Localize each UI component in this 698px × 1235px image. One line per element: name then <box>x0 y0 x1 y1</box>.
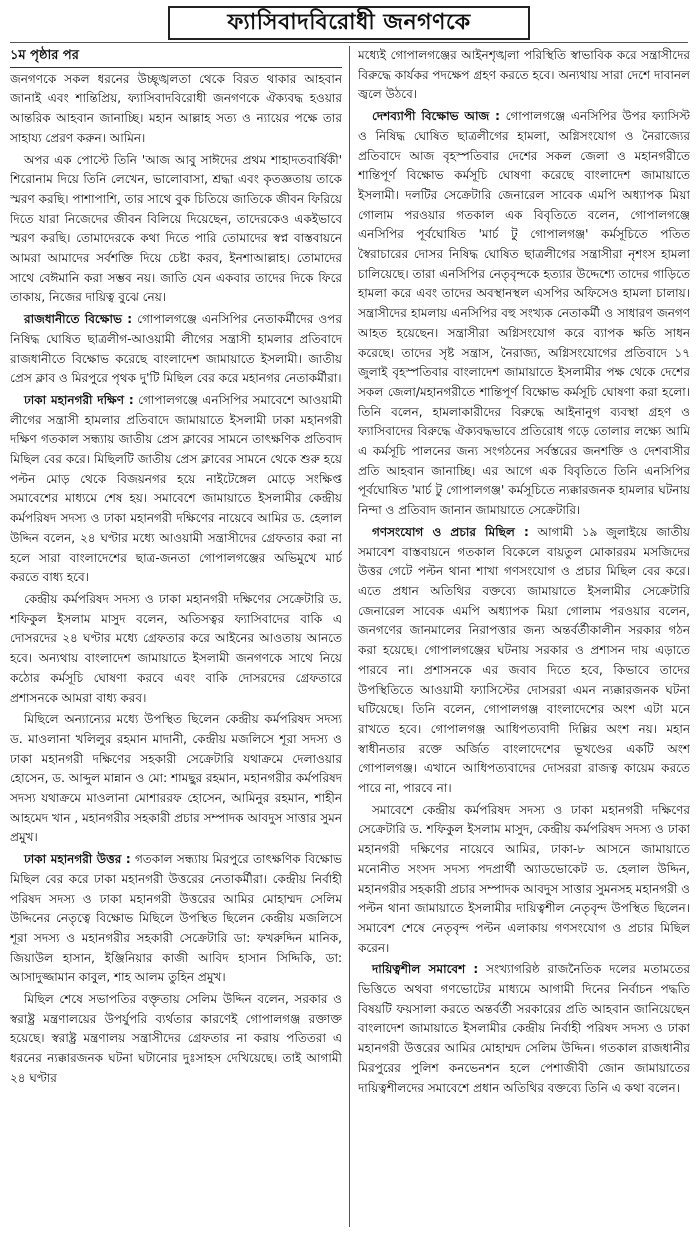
column-divider <box>349 46 350 1227</box>
paragraph: সমাবেশে কেন্দ্রীয় কর্মপরিষদ সদস্য ও ঢাকা মহানগরী দক্ষিণের সেক্রেটারি ড. শফিকুল ইসলাম মাসুদ, কেন্দ্রীয় কর্মপরিষদ সদস্য ও ঢাকা মহানগরী দক্ষিণের নায়েবে আমির, ঢাকা-৮ আসনে জামায়াতে মনোনীত সংসদ সদস্য পদপ্রার্থী অ্যাডভোকেট ড. হেলাল উদ্দিন, মহানগরীর সহকারী প্রচার সম্পাদক আবদুস সাত্তার সুমনসহ মহানগরী ও পল্টন থানা জামায়াতে ইসলামীর দায়িত্বশীল নেতৃবৃন্দ উপস্থিত ছিলেন। সমাবেশ শেষে নেতৃবৃন্দ পল্টন এলাকায় গণসংযোগ ও প্রচার মিছিল করেন। <box>358 802 690 955</box>
headline: ফ্যাসিবাদবিরোধী জনগণকে <box>168 6 530 40</box>
section-body: গোপালগঞ্জে এনসিপির সমাবেশে আওয়ামী লীগের সন্ত্রাসী হামলার প্রতিবাদে জামায়াতে ইসলামী ঢাকা মহানগরী দক্ষিণ গতকাল সন্ধ্যায় জাতীয় প্রেস ক্লাবের সামনে তাৎক্ষণিক প্রতিবাদ মিছিল বের করে। মিছিলটি জাতীয় প্রেস ক্লাবের সামনে থেকে শুরু হয়ে পল্টন মোড় থেকে বিজয়নগর হয়ে নাইটেঙ্গেল মোড়ে সংক্ষিপ্ত সমাবেশের মাধ্যমে শেষ হয়। সমাবেশে জামায়াতে ইসলামীর কেন্দ্রীয় কর্মপরিষদ সদস্য ও ঢাকা মহানগরী দক্ষিণের নায়েবে আমির ড. হেলাল উদ্দিন বলেন, ২৪ ঘণ্টার মধ্যে আওয়ামী সন্ত্রাসীদের গ্রেফতার করা না হলে সারা বাংলাদেশের ছাত্র-জনতা গোপালগঞ্জের অভিমুখে মার্চ করতে বাধ্য হবে। <box>10 392 342 585</box>
article-column-right <box>358 46 690 1231</box>
section-paragraph <box>10 310 342 389</box>
section-heading: দায়িত্বশীল সমাবেশ : <box>372 962 479 977</box>
continuation-label <box>10 46 342 68</box>
section-paragraph <box>358 960 690 1098</box>
section-body: সংখ্যাগরিষ্ঠ রাজনৈতিক দলের মতামতের ভিত্তিতে অথবা গণভোটের মাধ্যমে আগামী দিনের নির্বাচন পদ্ধতি বিষয়টি ফয়সালা করতে অন্তর্বর্তী সরকারের প্রতি আহবান জানিয়েছেন বাংলাদেশ জামায়াতে ইসলামীর কেন্দ্রীয় নির্বাহী পরিষদ সদস্য ও ঢাকা মহানগরী উত্তরের আমির মোহাম্মদ সেলিম উদ্দিন। গতকাল রাজধানীর মিরপুরের পুলিশ কনভেনশন হলে পেশাজীবী জোন জামায়াতের দায়িত্বশীলদের সমাবেশে প্রধান অতিথির বক্তব্যে তিনি এ কথা বলেন। <box>358 962 690 1095</box>
section-body: গোপালগঞ্জে এনসিপির উপর ফ্যাসিস্ট ও নিষিদ্ধ ঘোষিত ছাত্রলীগের হামলা, অগ্নিসংযোগ ও নৈরাজ্যের প্রতিবাদে আজ বৃহস্পতিবার দেশের সকল জেলা ও মহানগরীতে শান্তিপূর্ণ বিক্ষোভ কর্মসূচি ঘোষণা করেছে বাংলাদেশ জামায়াতে ইসলামী। দলটির সেক্রেটারি জেনারেল সাবেক এমপি অধ্যাপক মিয়া গোলাম পরওয়ার গতকাল এক বিবৃতিতে বলেন, গোপালগঞ্জে এনসিপির পূর্বঘোষিত 'মার্চ টু গোপালগঞ্জ' কর্মসূচিতে পতিত স্বৈরাচারের দোসর নিষিদ্ধ ঘোষিত ছাত্রলীগের সন্ত্রাসীরা নৃশংস হামলা চালিয়েছে। তারা এনসিপির নেতৃবৃন্দকে হত্যার উদ্দেশ্যে তাদের গাড়িতে হামলা করে এবং তাদের অবস্থানস্থল এসপির অফিসেও হামলা চালায়। সন্ত্রাসীদের হামলায় এনসিপির বহু সংখ্যক নেতাকর্মী ও সাধারণ জনগণ আহত হয়েছেন। সন্ত্রাসীরা অগ্নিসংযোগ করে ব্যাপক ক্ষতি সাধন করেছে। তাদের সৃষ্ট সন্ত্রাস, নৈরাজ্য, অগ্নিসংযোগের প্রতিবাদে ১৭ জুলাই বৃহস্পতিবার বাংলাদেশ জামায়াতে ইসলামীর পক্ষ থেকে দেশের সকল জেলা/মহানগরীতে শান্তিপূর্ণ বিক্ষোভ কর্মসূচি ঘোষণা করা হলো। তিনি বলেন, হামলাকারীদের বিরুদ্ধে আইনানুগ ব্যবস্থা গ্রহণ ও ফ্যাসিবাদের বিরুদ্ধে ঐক্যবদ্ধভাবে প্রতিরোধ গড়ে তোলার লক্ষ্যে আমি এ কর্মসূচি পালনের জন্য সংগঠনের সর্বস্তরের জনশক্তি ও দেশবাসীর প্রতি আহবান জানাচ্ছি। এর আগে এক বিবৃতিতে তিনি এনসিপির পূর্বঘোষিত 'মার্চ টু গোপালগঞ্জ' কর্মসূচিতে ন্যক্কারজনক হামলার ঘটনায় নিন্দা ও প্রতিবাদ জানান জামায়াতে সেক্রেটারি। <box>358 109 690 518</box>
article-column-left <box>10 46 342 1231</box>
section-heading: ঢাকা মহানগরী দক্ষিণ : <box>24 392 134 407</box>
paragraph: অপর এক পোস্টে তিনি 'আজ আবু সাঈদের প্রথম শাহাদতবার্ষিকী' শিরোনাম দিয়ে তিনি লেখেন, ভালোবাসা, শ্রদ্ধা এবং কৃতজ্ঞতায় তাকে স্মরণ করছি। পাশাপাশি, তার সাথে বুক চিতিয়ে জাতিকে জীবন ফিরিয়ে দিতে যারা নিজেদের জীবন বিলিয়ে দিয়েছেন, তাদেরকেও একইভাবে স্মরণ করছি। তোমাদেরকে কথা দিতে পারি তোমাদের স্বপ্ন বাস্তবায়নে আমরা আমাদের সর্বশক্তি দিয়ে চেষ্টা করব, ইনশাআল্লাহ। তোমাদের সাথে বেঈমানি করা সম্ভব নয়। জাতি যেন একবার তাদের দিকে ফিরে তাকায়, নিজের দায়িত্ব বুঝে নেয়। <box>10 152 342 305</box>
section-paragraph <box>358 523 690 799</box>
section-paragraph <box>358 107 690 521</box>
section-heading: গণসংযোগ ও প্রচার মিছিল : <box>372 524 529 539</box>
section-heading: ঢাকা মহানগরী উত্তর : <box>24 852 131 867</box>
section-paragraph <box>10 391 342 588</box>
section-heading: রাজধানীতে বিক্ষোভ : <box>24 312 133 327</box>
paragraph: মিছিল শেষে সভাপতির বক্তৃতায় সেলিম উদ্দিন বলেন, সরকার ও স্বরাষ্ট্র মন্ত্রণালয়ের উপর্যুপরি ব্যর্থতার কারণেই গোপালগঞ্জ রক্তাক্ত হয়েছে। স্বরাষ্ট্র মন্ত্রণালয় সন্ত্রাসীদের গ্রেফতার না করায় পতিতরা এ ধরনের ন্যক্কারজনক ঘটনা ঘটানোর দুঃসাহস দেখিয়েছে। তাই আগামী ২৪ ঘণ্টার <box>10 992 342 1085</box>
paragraph: মিছিলে অন্যান্যের মধ্যে উপস্থিত ছিলেন কেন্দ্রীয় কর্মপরিষদ সদস্য ড. মাওলানা খলিলুর রহমান মাদানী, কেন্দ্রীয় মজলিসে শূরা সদস্য ও ঢাকা মহানগরী দক্ষিণের সহকারী সেক্রেটারি যথাক্রমে দেলাওয়ার হোসেন, ড. আব্দুল মান্নান ও মো: শামছুর রহমান, মহানগরীর কর্মপরিষদ সদস্য যথাক্রমে মাওলানা মোশাররফ হোসেন, আমিনুর রহমান, শাহীন আহমেদ খান , মহানগরীর সহকারী প্রচার সম্পাদক আবদুস সাত্তার সুমন প্রমুখ। <box>10 712 342 845</box>
section-body: গতকাল সন্ধ্যায় মিরপুরে তাৎক্ষণিক বিক্ষোভ মিছিল বের করে ঢাকা মহানগরী উত্তরের নেতাকর্মীরা। কেন্দ্রীয় নির্বাহী পরিষদ সদস্য ও ঢাকা মহানগরী উত্তরের আমির মোহাম্মদ সেলিম উদ্দিনের নেতৃত্বে বিক্ষোভ মিছিলে উপস্থিত ছিলেন কেন্দ্রীয় মজলিসে শূরা সদস্য ও মহানগরীর সহকারী সেক্রেটারি ডা: ফখরুদ্দিন মানিক, জিয়াউল হাসান, ইঞ্জিনিয়ার কাজী আবিদ হাসান সিদ্দিকি, ডা: আসাদুজ্জামান কাবুল, শাহ আলম তুহিন প্রমুখ। <box>10 852 342 985</box>
paragraph: মধ্যেই গোপালগঞ্জের আইনশৃঙ্খলা পরিস্থিতি স্বাভাবিক করে সন্ত্রাসীদের বিরুদ্ধে কার্যকর পদক্ষেপ গ্রহণ করতে হবে। অন্যথায় সারা দেশে দাবানল জ্বলে উঠবে। <box>358 48 690 102</box>
section-paragraph <box>10 850 342 988</box>
paragraph: জনগণকে সকল ধরনের উচ্ছৃঙ্খলতা থেকে বিরত থাকার আহবান জানাই এবং শান্তিপ্রিয়, ফ্যাসিবাদবিরোধী জনগণকে ঐক্যবদ্ধ হওয়ার আন্তরিক আহবান জানাচ্ছি। মহান আল্লাহ সত্য ও ন্যায়ের পক্ষে তার সাহায্য প্রেরণ করুন। আমিন। <box>10 71 342 145</box>
section-body: আগামী ১৯ জুলাইয়ে জাতীয় সমাবেশ বাস্তবায়নে গতকাল বিকেলে বায়তুল মোকাররম মসজিদের উত্তর গেটে পল্টন থানা শাখা গণসংযোগ ও প্রচার মিছিল বের করে। এতে প্রধান অতিথির বক্তব্যে জামায়াতে ইসলামীর সেক্রেটারি জেনারেল সাবেক এমপি অধ্যাপক মিয়া গোলাম পরওয়ার বলেন, জনগণের জানমালের নিরাপত্তার জন্য অন্তর্বর্তীকালীন সরকার গঠন করা হয়েছে। গোপালগঞ্জের ঘটনায় সরকার ও প্রশাসন দায় এড়াতে পারবে না। প্রশাসনকে এর জবাব দিতে হবে, কিভাবে তাদের উপস্থিতিতে আওয়ামী ফ্যাসিস্টের দোসররা এমন ন্যক্কারজনক ঘটনা ঘটিয়েছে। তিনি বলেন, গোপালগঞ্জ বাংলাদেশের অংশ এটা মনে রাখতে হবে। গোপালগঞ্জ আধিপত্যবাদী দিল্লির অংশ নয়। মহান স্বাধীনতার রক্তে অর্জিত বাংলাদেশের ভূখণ্ডের একটি অংশ গোপালগঞ্জ। এখানে আধিপত্যবাদের দোসররা রাজত্ব কায়েম করতে পারে না, পারবে না। <box>358 524 690 796</box>
section-heading: দেশব্যাপী বিক্ষোভ আজ : <box>372 109 500 124</box>
section-body: গোপালগঞ্জে এনসিপির নেতাকর্মীদের ওপর নিষিদ্ধ ঘোষিত ছাত্রলীগ-আওয়ামী লীগের সন্ত্রাসী হামলার প্রতিবাদে রাজধানীতে বিক্ষোভ করেছে বাংলাদেশ জামায়াতে ইসলামী। জাতীয় প্রেস ক্লাব ও মিরপুরে পৃথক দু'টি মিছিল বের করে মহানগর নেতাকর্মীরা। <box>10 312 342 386</box>
paragraph: কেন্দ্রীয় কর্মপরিষদ সদস্য ও ঢাকা মহানগরী দক্ষিণের সেক্রেটারি ড. শফিকুল ইসলাম মাসুদ বলেন, অতিসত্বর ফ্যাসিবাদের বাকি এ দোসরদের ২৪ ঘণ্টার মধ্যে গ্রেফতার করে আইনের আওতায় আনতে হবে। অন্যথায় বাংলাদেশ জামায়াতে ইসলামী জনগণকে সাথে নিয়ে কঠোর কর্মসূচি ঘোষণা করবে এবং বাকি দোসরদের গ্রেফতারে প্রশাসনকে আমরা বাধ্য করব। <box>10 591 342 705</box>
jump-label: ১ম পৃষ্ঠার পর <box>10 48 79 63</box>
top-rule <box>10 42 688 43</box>
